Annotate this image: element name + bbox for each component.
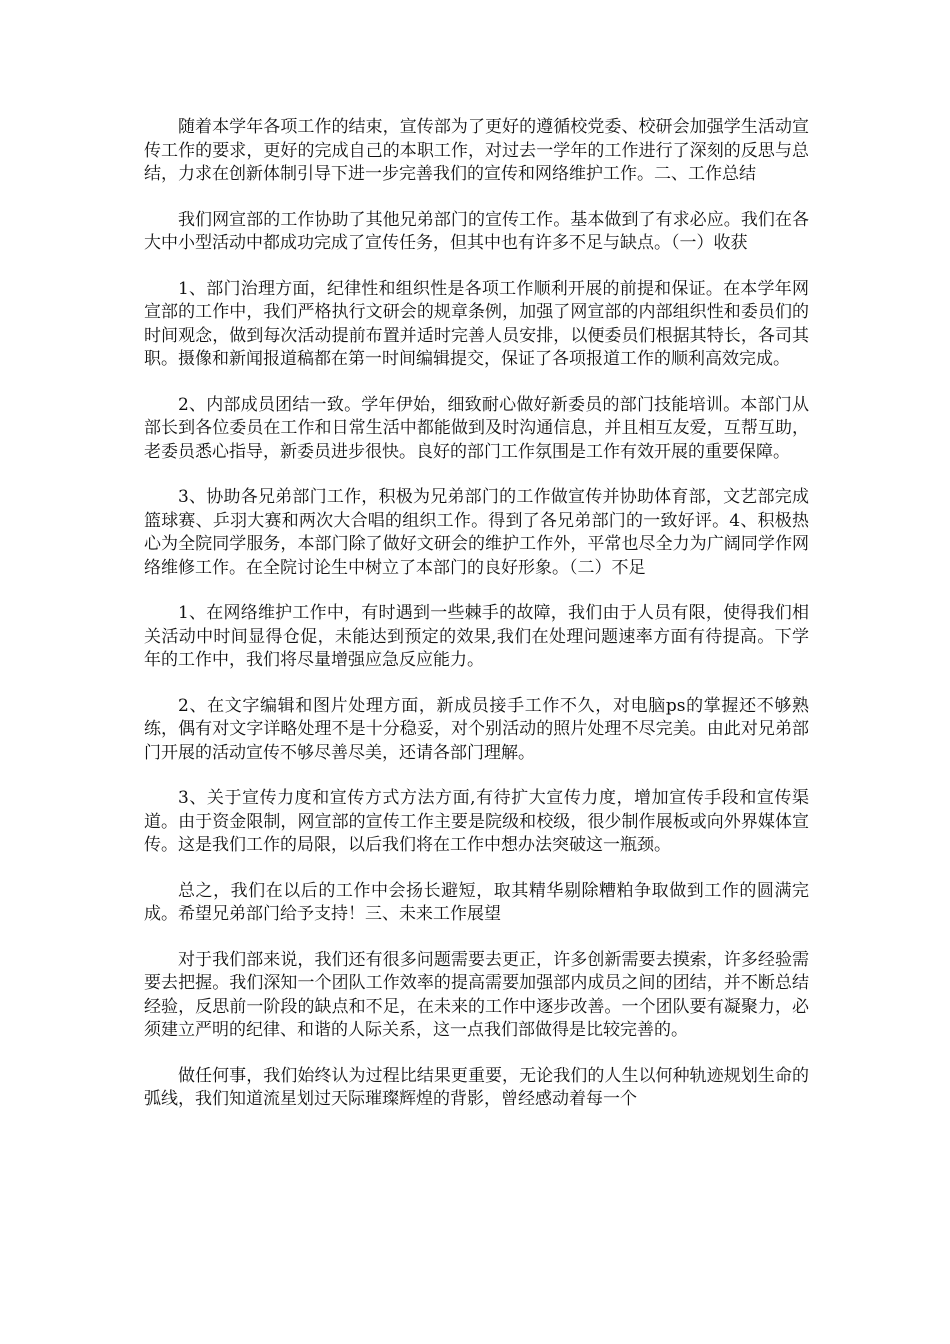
paragraph: 3、协助各兄弟部门工作，积极为兄弟部门的工作做宣传并协助体育部，文艺部完成篮球赛、乒羽大赛和两次大合唱的组织工作。得到了各兄弟部门的一致好评。4、积极热心为全院同学服务，本部门除了做好文研会的维护工作外，平常也尽全力为广阔同学作网络维修工作。在全院讨论生中树立了本部门的良好形象。（二）不足 — [144, 487, 809, 578]
paragraph: 1、在网络维护工作中，有时遇到一些棘手的故障，我们由于人员有限，使得我们相关活动中时间显得仓促，未能达到预定的效果,我们在处理问题速率方面有待提高。下学年的工作中，我们将尽量增强应急反应能力。 — [144, 603, 809, 670]
paragraph: 我们网宣部的工作协助了其他兄弟部门的宣传工作。基本做到了有求必应。我们在各大中小型活动中都成功完成了宣传任务，但其中也有许多不足与缺点。（一）收获 — [144, 209, 809, 253]
paragraph: 2、在文字编辑和图片处理方面，新成员接手工作不久，对电脑ps的掌握还不够熟练，偶有对文字详略处理不是十分稳妥，对个别活动的照片处理不尽完美。由此对兄弟部门开展的活动宣传不够尽善尽美，还请各部门理解。 — [144, 695, 809, 763]
paragraph: 对于我们部来说，我们还有很多问题需要去更正，许多创新需要去摸索，许多经验需要去把握。我们深知一个团队工作效率的提高需要加强部内成员之间的团结，并不断总结经验，反思前一阶段的缺点和不足，在未来的工作中逐步改善。一个团队要有凝聚力，必须建立严明的纪律、和谐的人际关系，这一点我们部做得是比较完善的。 — [144, 949, 809, 1040]
paragraph: 2、内部成员团结一致。学年伊始，细致耐心做好新委员的部门技能培训。本部门从部长到各位委员在工作和日常生活中都能做到及时沟通信息，并且相互友爱，互帮互助，老委员悉心指导，新委员进步很快。良好的部门工作氛围是工作有效开展的重要保障。 — [144, 394, 809, 462]
paragraph: 总之，我们在以后的工作中会扬长避短，取其精华剔除糟粕争取做到工作的圆满完成。希望兄弟部门给予支持！三、未来工作展望 — [144, 880, 809, 924]
paragraph: 3、关于宣传力度和宣传方式方法方面,有待扩大宣传力度，增加宣传手段和宣传渠道。由于资金限制，网宣部的宣传工作主要是院级和校级，很少制作展板或向外界媒体宣传。这是我们工作的局限，以后我们将在工作中想办法突破这一瓶颈。 — [144, 788, 809, 855]
paragraph: 做任何事，我们始终认为过程比结果更重要，无论我们的人生以何种轨迹规划生命的弧线，我们知道流星划过天际璀璨辉煌的背影，曾经感动着每一个 — [144, 1065, 809, 1109]
paragraph: 随着本学年各项工作的结束，宣传部为了更好的遵循校党委、校研会加强学生活动宣传工作的要求，更好的完成自己的本职工作，对过去一学年的工作进行了深刻的反思与总结，力求在创新体制引导下进一步完善我们的宣传和网络维护工作。二、工作总结 — [144, 117, 809, 184]
document-body — [144, 116, 809, 1134]
paragraph: 1、部门治理方面，纪律性和组织性是各项工作顺利开展的前提和保证。在本学年网宣部的工作中，我们严格执行文研会的规章条例，加强了网宣部的内部组织性和委员们的时间观念，做到每次活动提前布置并适时完善人员安排，以便委员们根据其特长，各司其职。摄像和新闻报道稿都在第一时间编辑提交，保证了各项报道工作的顺利高效完成。 — [144, 278, 809, 369]
